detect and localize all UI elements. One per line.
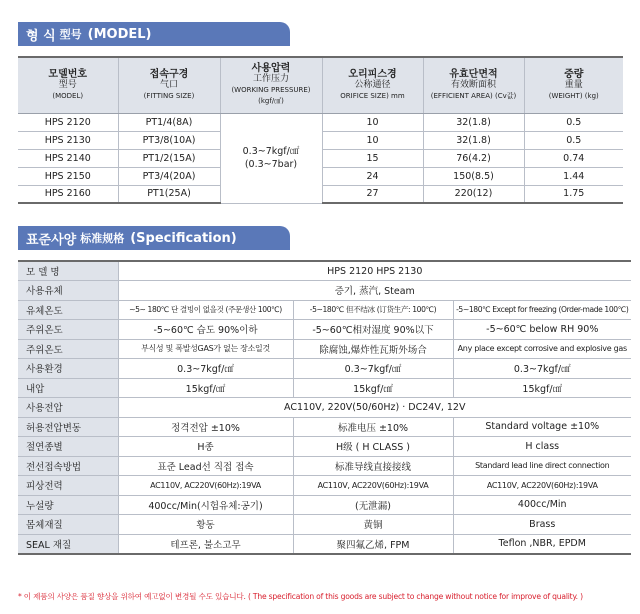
spec-label: 몸체재질	[18, 515, 118, 535]
spec-value-cn: AC110V, AC220V(60Hz):19VA	[293, 476, 453, 496]
orifice-cell: 27	[322, 185, 423, 203]
model-table	[18, 56, 623, 204]
spec-row-power	[18, 476, 631, 496]
spec-value-cn: 标准电压 ±10%	[293, 417, 453, 437]
spec-value-kr: AC110V, AC220V(60Hz):19VA	[118, 476, 293, 496]
spec-label: 모 델 명	[18, 261, 118, 281]
spec-value-en: Standard voltage ±10%	[453, 417, 631, 437]
spec-label: 피상전력	[18, 476, 118, 496]
spec-label: SEAL 재질	[18, 534, 118, 554]
orifice-cell: 10	[322, 113, 423, 131]
spec-header-cn: 标准规格	[80, 232, 125, 245]
spec-value-kr: 황동	[118, 515, 293, 535]
spec-value-cn: 15kgf/㎠	[293, 378, 453, 398]
area-cell: 76(4.2)	[423, 149, 524, 167]
spec-label: 절연종별	[18, 437, 118, 457]
spec-value: 증기, 蒸汽, Steam	[118, 281, 631, 301]
spec-value-kr: 부식성 및 폭발성GAS가 없는 장소일것	[118, 339, 293, 359]
spec-label: 사용유체	[18, 281, 118, 301]
model-cell: HPS 2130	[18, 131, 118, 149]
weight-cell: 1.75	[524, 185, 623, 203]
spec-row-ambient	[18, 339, 631, 359]
spec-value-kr: H종	[118, 437, 293, 457]
table-row	[18, 113, 623, 131]
spec-value: AC110V, 220V(50/60Hz) · DC24V, 12V	[118, 398, 631, 418]
footer-note: * 이 제품의 사양은 품질 향상을 위하여 예고없이 변경될 수도 있습니다. ( The specification of this goods are subject to change without notice for improve of quality. )	[18, 592, 583, 601]
spec-row-fluid	[18, 281, 631, 301]
model-cell: HPS 2140	[18, 149, 118, 167]
spec-value-en: -5~180℃ Except for freezing (Order-made 100℃)	[453, 300, 631, 320]
spec-value-kr: 정격전압 ±10%	[118, 417, 293, 437]
spec-row-seal	[18, 534, 631, 554]
spec-value-en: AC110V, AC220V(60Hz):19VA	[453, 476, 631, 496]
area-cell: 32(1.8)	[423, 113, 524, 131]
spec-value-cn: 除腐蚀,爆炸性瓦斯外场合	[293, 339, 453, 359]
spec-label: 누설량	[18, 495, 118, 515]
spec-header-kr: 표준사양	[26, 232, 77, 248]
spec-label: 주위온도	[18, 339, 118, 359]
model-section-header	[18, 22, 290, 46]
model-header-kr: 형 식	[26, 28, 56, 44]
spec-row-leak	[18, 495, 631, 515]
spec-value-en: 15kgf/㎠	[453, 378, 631, 398]
fitting-cell: PT1(25A)	[118, 185, 220, 203]
spec-row-ambient-temp	[18, 320, 631, 340]
spec-row-wiring	[18, 456, 631, 476]
spec-value-en: Brass	[453, 515, 631, 535]
spec-row-proof	[18, 378, 631, 398]
fitting-cell: PT1/2(15A)	[118, 149, 220, 167]
spec-value-cn: H级 ( H CLASS )	[293, 437, 453, 457]
model-cell: HPS 2160	[18, 185, 118, 203]
model-header-cn: 型号	[59, 28, 82, 41]
model-cell: HPS 2120	[18, 113, 118, 131]
spec-label: 사용환경	[18, 359, 118, 379]
spec-value-kr: -5~60℃ 습도 90%이하	[118, 320, 293, 340]
orifice-cell: 24	[322, 167, 423, 185]
spec-row-body	[18, 515, 631, 535]
spec-value-en: Standard lead line direct connection	[453, 456, 631, 476]
spec-value-kr: 400cc/Min(시험유체:공기)	[118, 495, 293, 515]
pressure-cell: 0.3~7kgf/㎠ (0.3~7bar)	[220, 113, 322, 203]
weight-cell: 0.74	[524, 149, 623, 167]
spec-value-en: Teflon ,NBR, EPDM	[453, 534, 631, 554]
spec-value-cn: -5~180℃ 但不结冰 (订货生产: 100℃)	[293, 300, 453, 320]
spec-label: 전선접속방법	[18, 456, 118, 476]
spec-row-tolerance	[18, 417, 631, 437]
fitting-cell: PT1/4(8A)	[118, 113, 220, 131]
spec-table	[18, 260, 631, 555]
spec-value-cn: 聚四氟乙烯, FPM	[293, 534, 453, 554]
fitting-cell: PT3/8(10A)	[118, 131, 220, 149]
spec-value-cn: 0.3~7kgf/㎠	[293, 359, 453, 379]
weight-cell: 0.5	[524, 131, 623, 149]
spec-section-header	[18, 226, 290, 250]
model-header-en: (MODEL)	[87, 26, 152, 42]
area-cell: 220(12)	[423, 185, 524, 203]
model-cell: HPS 2150	[18, 167, 118, 185]
spec-value-cn: 黄铜	[293, 515, 453, 535]
spec-value-en: 400cc/Min	[453, 495, 631, 515]
area-col-header: 유효단면적 有效断面积 (EFFICIENT AREA) (Cv값)	[423, 57, 524, 113]
weight-cell: 0.5	[524, 113, 623, 131]
spec-row-fluid-temp	[18, 300, 631, 320]
area-cell: 32(1.8)	[423, 131, 524, 149]
pressure-col-header: 사용압력 工作压力 (WORKING PRESSURE) (kgf/㎠)	[220, 57, 322, 113]
fitting-cell: PT3/4(20A)	[118, 167, 220, 185]
orifice-cell: 10	[322, 131, 423, 149]
spec-label: 주위온도	[18, 320, 118, 340]
spec-value-en: 0.3~7kgf/㎠	[453, 359, 631, 379]
spec-value-kr: 0.3~7kgf/㎠	[118, 359, 293, 379]
spec-value-en: H class	[453, 437, 631, 457]
spec-value-kr: ~5~ 180℃ 단 결빙이 없을것 (주문생산 100℃)	[118, 300, 293, 320]
spec-value-en: -5~60℃ below RH 90%	[453, 320, 631, 340]
spec-value-cn: -5~60℃相对湿度 90%以下	[293, 320, 453, 340]
orifice-cell: 15	[322, 149, 423, 167]
spec-value-cn: 标准导线直接接线	[293, 456, 453, 476]
spec-header-en: (Specification)	[130, 230, 237, 246]
spec-row-voltage	[18, 398, 631, 418]
spec-value-kr: 표준 Lead선 직접 접속	[118, 456, 293, 476]
spec-value-cn: (无泄漏)	[293, 495, 453, 515]
orifice-col-header: 오리피스경 公称通径 ORIFICE SIZE) mm	[322, 57, 423, 113]
spec-value-kr: 테프론, 불소고무	[118, 534, 293, 554]
spec-label: 유체온도	[18, 300, 118, 320]
spec-row-model	[18, 261, 631, 281]
spec-label: 사용전압	[18, 398, 118, 418]
spec-value-en: Any place except corrosive and explosive gas	[453, 339, 631, 359]
spec-label: 허용전압변동	[18, 417, 118, 437]
weight-col-header: 중량 重量 (WEIGHT) (kg)	[524, 57, 623, 113]
fitting-col-header: 접속구경 气口 (FITTING SIZE)	[118, 57, 220, 113]
spec-row-insulation	[18, 437, 631, 457]
spec-label: 내압	[18, 378, 118, 398]
spec-value: HPS 2120 HPS 2130	[118, 261, 631, 281]
spec-value-kr: 15kgf/㎠	[118, 378, 293, 398]
model-col-header: 모델번호 型号 (MODEL)	[18, 57, 118, 113]
spec-row-env	[18, 359, 631, 379]
area-cell: 150(8.5)	[423, 167, 524, 185]
weight-cell: 1.44	[524, 167, 623, 185]
